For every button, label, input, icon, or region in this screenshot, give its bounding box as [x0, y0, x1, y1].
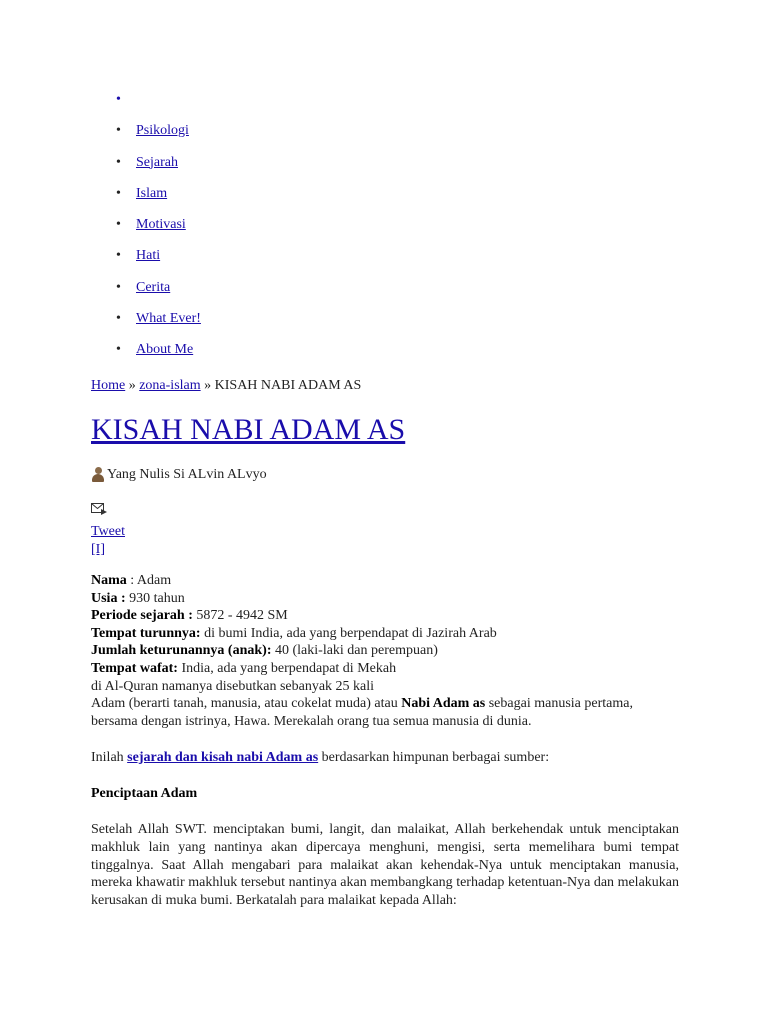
- nav-item-psikologi: [108, 121, 201, 152]
- info-tempat-turun: [91, 625, 679, 643]
- nav-link-cerita[interactable]: Cerita: [136, 279, 171, 295]
- info-block: [91, 572, 679, 730]
- info-label: Usia :: [91, 590, 126, 606]
- intro-link[interactable]: sejarah dan kisah nabi Adam as: [127, 750, 319, 765]
- bracket-link[interactable]: [I]: [91, 542, 105, 557]
- post-title: [91, 413, 405, 447]
- nav-item-islam: [108, 184, 201, 215]
- info-adam-paragraph: [91, 695, 679, 730]
- person-icon: [91, 467, 105, 483]
- bullet-icon: •: [116, 248, 121, 264]
- bullet-icon: •: [116, 311, 121, 327]
- nav-item-motivasi: [108, 215, 201, 246]
- breadcrumb-separator: »: [200, 378, 215, 393]
- adam-text: Adam (berarti tanah, manusia, atau cokelat muda) atau: [91, 696, 402, 712]
- intro-text: Inilah: [91, 750, 128, 765]
- breadcrumb-current: KISAH NABI ADAM AS: [214, 378, 362, 393]
- nav-menu: [108, 90, 201, 372]
- intro-paragraph: [91, 750, 679, 766]
- nav-link-psikologi[interactable]: Psikologi: [136, 123, 189, 139]
- info-label: Jumlah keturunannya (anak):: [91, 643, 272, 659]
- nav-item-hati: [108, 246, 201, 277]
- info-label: Tempat wafat:: [91, 660, 178, 676]
- author-name: Yang Nulis Si ALvin ALvyo: [107, 467, 267, 482]
- bullet-icon: •: [116, 342, 121, 358]
- info-value: 40 (laki-laki dan perempuan): [271, 643, 438, 659]
- nav-link-motivasi[interactable]: Motivasi: [136, 217, 186, 233]
- info-wafat: [91, 660, 679, 678]
- nav-item-cerita: [108, 278, 201, 309]
- info-label: Nama: [91, 573, 127, 588]
- info-label: Periode sejarah :: [91, 608, 193, 624]
- post-author: [91, 467, 267, 483]
- bullet-icon: •: [116, 185, 121, 201]
- info-keturunan: [91, 642, 679, 660]
- share-links: [91, 523, 125, 559]
- info-value: di bumi India, ada yang berpendapat di Jazirah Arab: [200, 625, 497, 641]
- breadcrumb-category-link[interactable]: zona-islam: [139, 378, 201, 393]
- nav-link-about-me[interactable]: About Me: [136, 342, 194, 358]
- info-value: India, ada yang berpendapat di Mekah: [177, 660, 397, 676]
- nav-link-sejarah[interactable]: Sejarah: [136, 154, 178, 170]
- intro-text: berdasarkan himpunan berbagai sumber:: [318, 750, 550, 765]
- nav-link-hati[interactable]: Hati: [136, 248, 161, 264]
- bullet-icon: •: [116, 92, 121, 107]
- bullet-icon: •: [116, 279, 121, 295]
- section-heading: Penciptaan Adam: [91, 786, 198, 801]
- breadcrumb-home-link[interactable]: Home: [91, 378, 126, 393]
- email-share-icon[interactable]: [91, 503, 107, 515]
- info-periode: [91, 607, 679, 625]
- adam-text: sebagai manusia pertama, bersama dengan istrinya, Hawa. Merekalah orang tua semua manusia di dunia.: [91, 696, 633, 729]
- info-nama: [91, 572, 679, 590]
- bullet-icon: •: [116, 217, 121, 233]
- nav-link-what-ever[interactable]: What Ever!: [136, 311, 201, 327]
- breadcrumb-separator: »: [125, 378, 140, 393]
- info-quran: di Al-Quran namanya disebutkan sebanyak 25 kali: [91, 678, 375, 694]
- breadcrumb: [91, 378, 361, 394]
- info-value: : Adam: [126, 573, 172, 588]
- nav-link-islam[interactable]: Islam: [136, 185, 168, 201]
- nav-item-about-me: [108, 340, 201, 371]
- info-value: 930 tahun: [125, 590, 185, 606]
- tweet-link[interactable]: Tweet: [91, 524, 126, 539]
- info-usia: [91, 590, 679, 608]
- bullet-icon: •: [116, 123, 121, 139]
- nav-item-empty: [108, 90, 201, 121]
- section-body: Setelah Allah SWT. menciptakan bumi, langit, dan malaikat, Allah berkehendak untuk menciptakan makhluk lain yang nantinya akan dipercaya menghuni, mengisi, serta memelihara bumi tempat tinggalnya. Saat Allah mengabari para malaikat akan kehendak-Nya untuk menciptakan manusia, mereka khawatir makhluk tersebut nantinya akan membangkang terhadap ketentuan-Nya dan melakukan kerusakan di muka bumi. Berkatalah para malaikat kepada Allah:: [91, 822, 679, 909]
- info-label: Tempat turunnya:: [91, 625, 201, 641]
- post-title-link[interactable]: KISAH NABI ADAM AS: [91, 413, 406, 446]
- nav-item-what-ever: [108, 309, 201, 340]
- info-value: 5872 - 4942 SM: [192, 608, 288, 624]
- nav-item-sejarah: [108, 153, 201, 184]
- adam-bold: Nabi Adam as: [401, 696, 486, 712]
- bullet-icon: •: [116, 154, 121, 170]
